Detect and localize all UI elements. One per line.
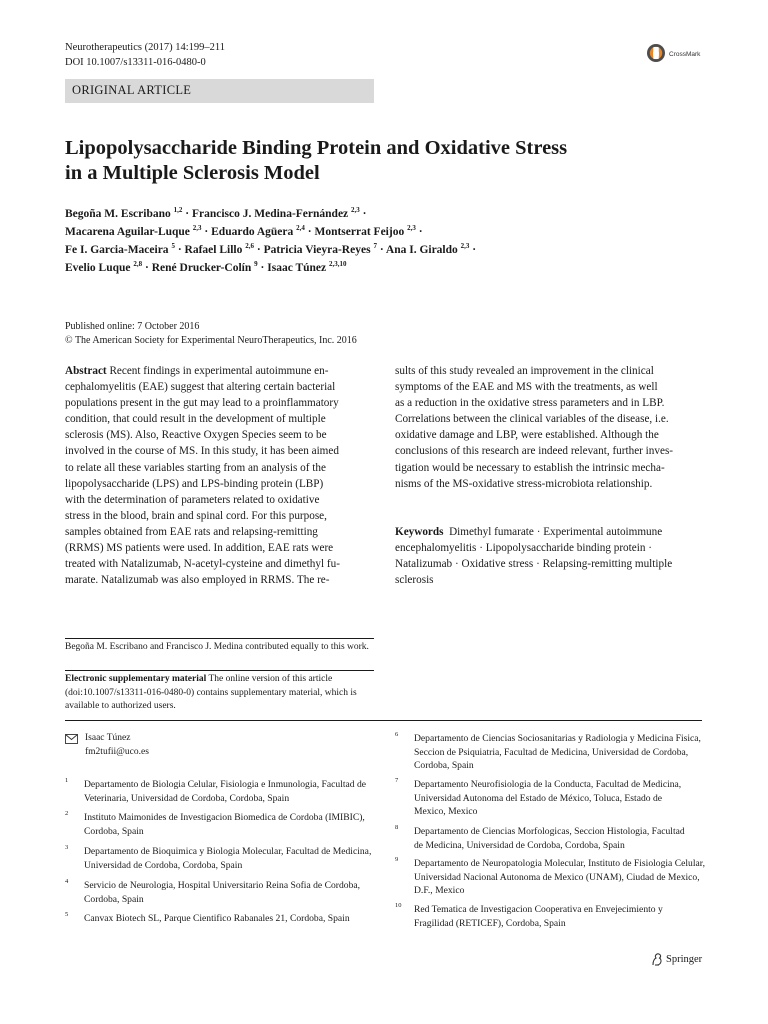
crossmark-icon (646, 42, 666, 66)
abstract-line: (RRMS) MS patients were used. In addition, EAE rats were (65, 542, 334, 555)
publisher-name: Springer (666, 953, 703, 965)
published-date: Published online: 7 October 2016 (65, 321, 200, 332)
abstract-line: lipopolysaccharide (LPS) and LPS-binding protein (LBP) (65, 477, 324, 490)
keyword-item: Experimental autoimmune encephalomyelitis (395, 526, 663, 555)
author-name[interactable]: Evelio Luque (65, 262, 131, 274)
affiliation-number: 5 (65, 911, 69, 918)
author-name[interactable]: Montserrat Feijoo (314, 226, 405, 238)
affiliation-text: Departamento de Biologia Celular, Fisiologia e Inmunologia, Facultad de Veterinaria, Universidad de Cordoba, Cordoba, Spain (84, 779, 367, 804)
author-name[interactable]: Begoña M. Escribano (65, 208, 171, 220)
affiliation-item (65, 912, 385, 926)
abstract-line: to relate all these variables starting from an analysis of the (65, 461, 326, 474)
abstract-line: populations present in the gut may lead to a proinflammatory (65, 397, 339, 410)
author-affiliation: 2,3 (460, 242, 470, 250)
author-line: Begoña M. Escribano $^{1,2}$ · Francisco J. Medina-Fernández $^{2,3}$ · (65, 206, 367, 220)
equal-contribution-note: Begoña M. Escribano and Francisco J. Medina contributed equally to this work. (65, 642, 369, 652)
author-name[interactable]: Isaac Túnez (267, 262, 327, 274)
affiliations-divider (65, 720, 702, 721)
affiliation-text: Canvax Biotech SL, Parque Cientifico Rabanales 21, Cordoba, Spain (84, 913, 350, 924)
author-name[interactable]: Fe I. Garcia-Maceira (65, 244, 169, 256)
affiliation-item (395, 903, 695, 930)
author-affiliation: 5 (171, 242, 175, 250)
keyword-item: Natalizumab (395, 558, 453, 571)
author-affiliation: 2,3 (351, 206, 360, 214)
abstract-line: Abstract Recent findings in experimental autoimmune en- (65, 365, 329, 377)
author-line: Fe I. Garcia-Maceira $^5$ · Rafael Lillo $^{2,6}$ · Patricia Vieyra-Reyes $^7$ · Ana I. Giraldo $^{2,3}$ · (65, 242, 477, 256)
esm-text: The online version of this article (doi:10.1007/s13311-016-0480-0) contains supplementary material, which is available to authorized users. (65, 674, 357, 711)
keywords-label: Keywords (395, 526, 444, 538)
author-affiliation: 2,6 (245, 242, 254, 250)
keywords-block: Keywords Dimethyl fumarate · Experimental autoimmune encephalomyelitis · Lipopolysaccharide binding protein · Natalizumab · Oxidative stress · Relapsing-remitting multiple sclerosis (395, 526, 673, 587)
contact-email[interactable]: fm2tufii@uco.es (85, 746, 149, 757)
abstract-line: conclusions of this research are indeed relevant, further inves- (395, 445, 674, 458)
abstract-line: involved in the course of MS. In this study, it has been aimed (65, 445, 339, 458)
affiliation-number: 2 (65, 810, 69, 817)
affiliation-number: 6 (395, 731, 399, 738)
author-line: Evelio Luque $^{2,8}$ · René Drucker-Colín $^9$ · Isaac Túnez $^{2,3,10}$ (65, 260, 347, 274)
affiliation-number: 10 (395, 902, 402, 909)
abstract-line: cephalomyelitis (EAE) suggest that altering certain bacterial (65, 381, 336, 394)
affiliation-item (395, 825, 695, 852)
abstract-label: Abstract (65, 365, 107, 377)
affiliation-text: Red Tematica de Investigacion Cooperativa en Envejecimiento y Fragilidad (RETICEF), Cordoba, Spain (414, 904, 663, 929)
affiliation-item (65, 778, 380, 805)
footnote-divider (65, 670, 374, 671)
author-affiliation: 2,3 (192, 224, 202, 232)
abstract-line: Correlations between the clinical variables of the disease, i.e. (395, 413, 669, 426)
affiliation-text: Servicio de Neurologia, Hospital Universitario Reina Sofia de Cordoba, Cordoba, Spain (84, 880, 361, 905)
abstract-line: with the determination of parameters related to oxidative (65, 493, 320, 506)
affiliation-number: 3 (65, 844, 69, 851)
keyword-item: Oxidative stress (461, 558, 534, 571)
affiliation-text: Instituto Maimonides de Investigacion Biomedica de Cordoba (IMIBIC), Cordoba, Spain (84, 812, 365, 837)
abstract-line: nisms of the MS-oxidative stress-microbiota relationship. (395, 477, 653, 490)
abstract-line: condition, that could result in the development of multiple (65, 413, 326, 426)
esm-note (65, 673, 374, 714)
author-name[interactable]: René Drucker-Colín (151, 262, 252, 274)
affiliation-item (395, 778, 695, 819)
keyword-item: Relapsing-remitting multiple sclerosis (395, 558, 673, 587)
abstract-line: oxidative damage and LBP, were established. Although the (395, 429, 659, 442)
springer-logo (650, 952, 702, 966)
keyword-item: Dimethyl fumarate (449, 526, 534, 538)
author-affiliation: 2,3,10 (329, 260, 347, 268)
author-affiliation: 2,8 (133, 260, 143, 268)
copyright-icon: © (65, 335, 73, 346)
affiliation-number: 7 (395, 777, 399, 784)
affiliation-text: Departamento de Ciencias Morfologicas, Seccion Histologia, Facultad de Medicina, Universidad de Cordoba, Cordoba, Spain (414, 826, 685, 851)
abstract-line: marate. Natalizumab was also employed in RRMS. The re- (65, 574, 330, 587)
affiliation-item (395, 857, 705, 898)
title-line-2: in a Multiple Sclerosis Model (65, 162, 320, 184)
author-list (65, 205, 705, 277)
article-type-banner (65, 79, 374, 103)
journal-doi: DOI 10.1007/s13311-016-0480-0 (65, 57, 206, 68)
envelope-icon (65, 734, 78, 744)
affiliation-text: Departamento de Ciencias Sociosanitarias y Radiologia y Medicina Fisica, Seccion de Psiquiatria, Facultad de Medicina, Universidad de Cordoba, Cordoba, Spain (414, 733, 701, 771)
author-affiliation: 2,3 (407, 224, 416, 232)
author-affiliation: 7 (373, 242, 377, 250)
article-type-label: ORIGINAL ARTICLE (72, 83, 192, 97)
esm-label: Electronic supplementary material (65, 674, 207, 684)
journal-citation: Neurotherapeutics (2017) 14:199–211 (65, 42, 225, 53)
contact-name: Isaac Túnez (85, 733, 131, 743)
correspondence (65, 732, 365, 759)
affiliation-text: Departamento Neurofisiologia de la Conducta, Facultad de Medicina, Universidad Autonoma del Estado de México, Toluca, Estado de Mexico, Mexico (414, 779, 682, 817)
abstract-line: sclerosis (MS). Also, Reactive Oxygen Species seem to be (65, 429, 327, 442)
affiliation-item (65, 879, 380, 906)
abstract-line: tigation would be necessary to establish the intrinsic mecha- (395, 461, 665, 474)
abstract-line: samples obtained from EAE rats and relapsing-remitting (65, 525, 318, 538)
author-affiliation: 1,2 (173, 206, 183, 214)
abstract-right-column (395, 363, 702, 492)
crossmark-label: CrossMark (669, 50, 701, 58)
affiliation-number: 1 (65, 777, 69, 784)
publication-info (65, 320, 357, 348)
abstract-line: symptoms of the EAE and MS with the treatments, as well (395, 381, 658, 394)
author-affiliation: 9 (254, 260, 258, 268)
author-name[interactable]: Rafael Lillo (184, 244, 243, 256)
copyright-text: The American Society for Experimental NeuroTherapeutics, Inc. 2016 (74, 335, 357, 346)
affiliation-number: 9 (395, 856, 399, 863)
affiliation-text: Departamento de Bioquimica y Biologia Molecular, Facultad de Medicina, Universidad de Cordoba, Cordoba, Spain (84, 846, 372, 871)
author-name[interactable]: Macarena Aguilar-Luque (65, 226, 190, 238)
affiliation-item (65, 811, 380, 838)
author-name[interactable]: Ana I. Giraldo (385, 244, 458, 256)
abstract-line: as a reduction in the oxidative stress parameters and in LBP. (395, 397, 665, 410)
article-title (65, 136, 685, 186)
abstract-line: stress in the blood, brain and spinal cord. For this purpose, (65, 509, 327, 522)
keyword-item: Lipopolysaccharide binding protein (485, 542, 646, 555)
copyright-line (65, 334, 357, 348)
title-line-1: Lipopolysaccharide Binding Protein and Oxidative Stress (65, 137, 568, 159)
springer-horse-icon (650, 952, 663, 966)
affiliation-number: 4 (65, 878, 69, 885)
author-name[interactable]: Patricia Vieyra-Reyes (263, 244, 371, 256)
author-line: Macarena Aguilar-Luque $^{2,3}$ · Eduardo Agüera $^{2,4}$ · Montserrat Feijoo $^{2,3}$ · (65, 224, 423, 238)
affiliation-item (65, 845, 380, 872)
affiliation-item (395, 732, 705, 773)
abstract-left-column (65, 363, 374, 588)
author-name[interactable]: Eduardo Agüera (211, 226, 294, 238)
footnote-divider (65, 638, 374, 639)
journal-header (65, 40, 225, 70)
affiliation-number: 8 (395, 824, 399, 831)
author-name[interactable]: Francisco J. Medina-Fernández (191, 208, 349, 220)
abstract-line: treated with Natalizumab, N-acetyl-cysteine and dimethyl fu- (65, 558, 340, 571)
abstract-line: sults of this study revealed an improvement in the clinical (395, 365, 654, 377)
affiliation-text: Departamento de Neuropatologia Molecular, Instituto de Fisiologia Celular, Universidad Nacional Autonoma de Mexico (UNAM), Ciudad de Mexico, D.F., Mexico (414, 858, 705, 896)
crossmark-badge[interactable] (646, 42, 700, 66)
author-affiliation: 2,4 (296, 224, 305, 232)
